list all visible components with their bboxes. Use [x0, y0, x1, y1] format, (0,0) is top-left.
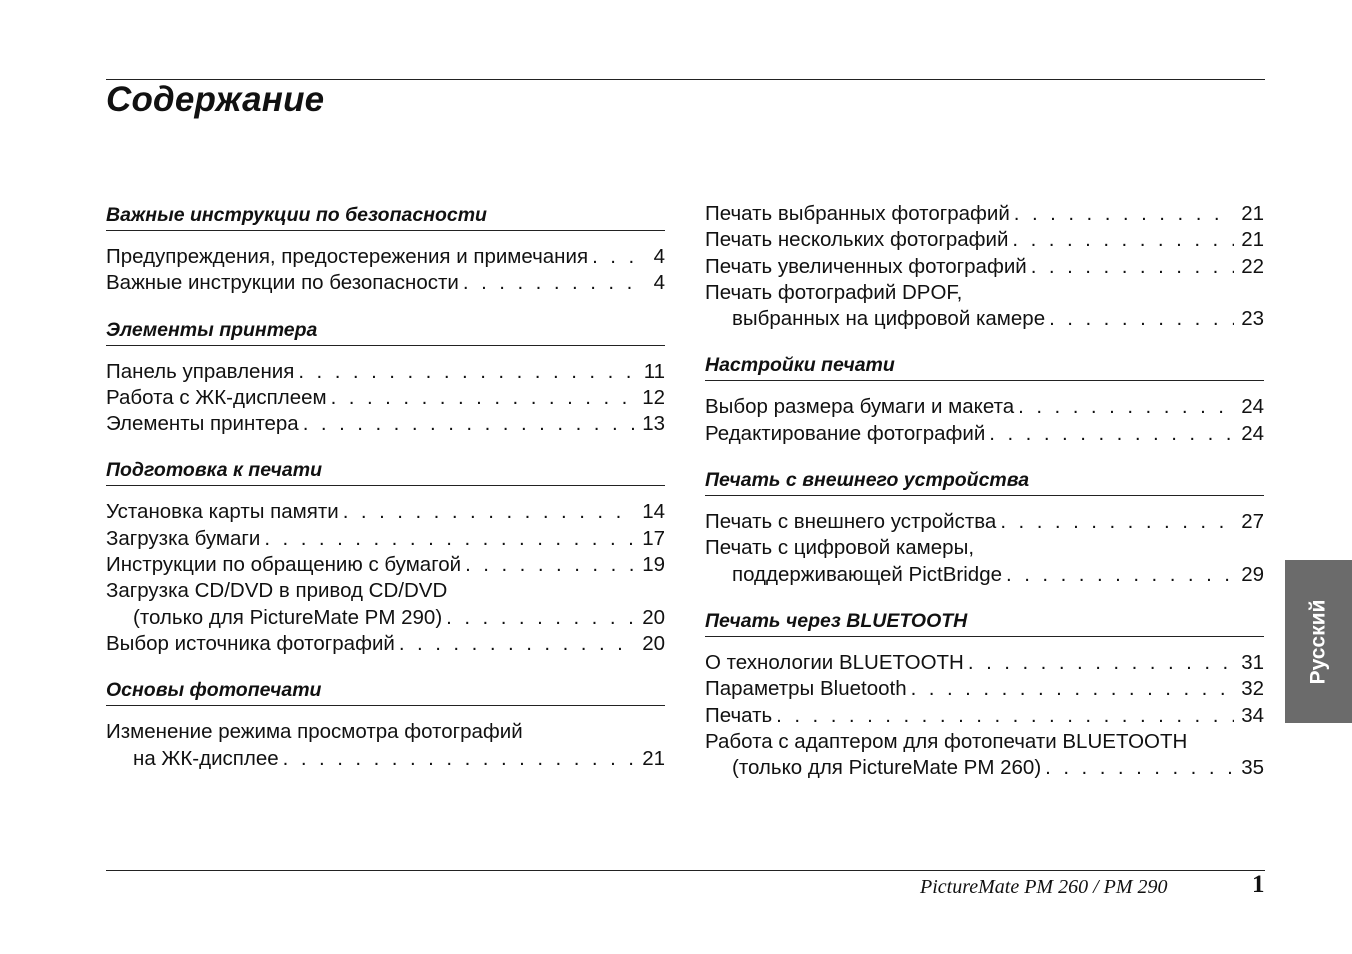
- toc-page-number: 24: [1241, 421, 1264, 445]
- toc-page-number: 21: [1241, 202, 1264, 225]
- dot-leader: [1018, 394, 1234, 420]
- toc-page-number: 13: [642, 412, 665, 436]
- toc-entry[interactable]: [106, 499, 665, 525]
- dot-leader: [399, 631, 635, 657]
- toc-entry-text: Печать увеличенных фотографий: [705, 254, 1027, 278]
- toc-entry[interactable]: [705, 227, 1264, 253]
- toc-entry[interactable]: [106, 359, 665, 385]
- toc-entry-text: Установка карты памяти: [106, 500, 339, 524]
- dot-leader: [331, 385, 635, 411]
- toc-entry[interactable]: [705, 254, 1264, 280]
- dot-leader: [446, 605, 635, 631]
- toc-page-number: 20: [642, 631, 665, 655]
- toc-entry[interactable]: [705, 562, 1264, 588]
- toc-entry[interactable]: [106, 411, 665, 437]
- toc-entry-text: Выбор источника фотографий: [106, 631, 395, 655]
- toc-entry-text: Инструкции по обращению с бумагой: [106, 553, 462, 577]
- dot-leader: [1006, 562, 1234, 588]
- toc-section: [106, 455, 665, 657]
- toc-entry[interactable]: [705, 201, 1264, 227]
- page-title: Содержание: [106, 80, 325, 119]
- toc-entry[interactable]: [106, 746, 665, 772]
- toc-entry-first-line: Печать фотографий DPOF,: [705, 280, 963, 304]
- dot-leader: [1012, 227, 1234, 253]
- dot-leader: [465, 552, 635, 578]
- toc-entry[interactable]: [106, 552, 665, 578]
- toc-right-column: [705, 200, 1264, 799]
- dot-leader: [1031, 254, 1234, 280]
- footer-rule: [106, 870, 1265, 871]
- dot-leader: [1014, 201, 1234, 227]
- toc-entry[interactable]: [106, 526, 665, 552]
- toc-entry[interactable]: [705, 650, 1264, 676]
- toc-page-number: 4: [653, 245, 665, 268]
- section-title: Настройки печати: [705, 350, 1264, 381]
- toc-page-number: 19: [642, 553, 665, 577]
- dot-leader: [989, 421, 1234, 447]
- toc-page-number: 21: [642, 746, 665, 770]
- toc-left-column: [106, 200, 665, 790]
- toc-entry[interactable]: [106, 605, 665, 631]
- language-tab[interactable]: [1285, 560, 1352, 723]
- section-title: Печать с внешнего устройства: [705, 465, 1264, 496]
- toc-entry[interactable]: [106, 631, 665, 657]
- toc-entry[interactable]: [106, 385, 665, 411]
- dot-leader: [463, 270, 635, 296]
- toc-entry-first-line: Изменение режима просмотра фотографий: [106, 720, 523, 744]
- toc-entry-first-line: Работа с адаптером для фотопечати BLUETOOTH: [705, 729, 1188, 753]
- toc-entry-text: Параметры Bluetooth: [705, 677, 907, 701]
- section-title: Основы фотопечати: [106, 675, 665, 706]
- toc-page-number: 35: [1241, 756, 1264, 780]
- toc-entry-text: (только для PictureMate PM 290): [133, 605, 443, 629]
- toc-entry[interactable]: [705, 676, 1264, 702]
- toc-page-number: 22: [1241, 254, 1264, 278]
- section-title: Подготовка к печати: [106, 455, 665, 486]
- section-title: Печать через BLUETOOTH: [705, 606, 1264, 637]
- toc-entry-text: Загрузка бумаги: [106, 526, 261, 550]
- toc-section: [106, 315, 665, 438]
- toc-entry-text: Элементы принтера: [106, 412, 299, 436]
- footer-page-number: 1: [1252, 871, 1265, 898]
- toc-page-number: 11: [643, 359, 665, 383]
- language-tab-label: Русский: [1306, 599, 1330, 684]
- dot-leader: [298, 359, 635, 385]
- toc-entry[interactable]: [705, 755, 1264, 781]
- toc-entry-first-line: Загрузка CD/DVD в привод CD/DVD: [106, 579, 448, 603]
- toc-entry[interactable]: [705, 703, 1264, 729]
- dot-leader: [592, 244, 635, 270]
- toc-entry-text: О технологии BLUETOOTH: [705, 650, 964, 674]
- toc-section: [705, 200, 1264, 332]
- toc-section: [705, 465, 1264, 588]
- toc-entry-text: Печать нескольких фотографий: [705, 228, 1009, 252]
- dot-leader: [911, 676, 1234, 702]
- dot-leader: [776, 703, 1234, 729]
- dot-leader: [264, 526, 635, 552]
- toc-page-number: 23: [1241, 307, 1264, 331]
- dot-leader: [1000, 509, 1234, 535]
- toc-entry-text: (только для PictureMate PM 260): [732, 756, 1042, 780]
- dot-leader: [1049, 306, 1234, 332]
- toc-page-number: 14: [642, 500, 665, 524]
- toc-entry-text: Печать с внешнего устройства: [705, 510, 997, 534]
- toc-entry-text: Выбор размера бумаги и макета: [705, 395, 1015, 419]
- toc-page-number: 34: [1241, 703, 1264, 727]
- toc-page-number: 20: [642, 605, 665, 629]
- toc-entry[interactable]: [705, 394, 1264, 420]
- toc-page-number: 4: [653, 271, 665, 295]
- dot-leader: [343, 499, 635, 525]
- toc-entry-text: Важные инструкции по безопасности: [106, 271, 459, 295]
- toc-page-number: 31: [1241, 650, 1264, 674]
- toc-entry-text: Предупреждения, предостережения и примечания: [106, 245, 589, 268]
- toc-entry[interactable]: [705, 306, 1264, 332]
- dot-leader: [303, 411, 635, 437]
- toc-entry-text: Редактирование фотографий: [705, 421, 986, 445]
- toc-entry[interactable]: [106, 244, 665, 270]
- footer-model: PictureMate PM 260 / PM 290: [920, 876, 1168, 898]
- toc-entry-first-line: Печать с цифровой камеры,: [705, 536, 975, 560]
- toc-page-number: 32: [1241, 677, 1264, 701]
- section-title: Элементы принтера: [106, 315, 665, 346]
- toc-section: [106, 200, 665, 297]
- toc-page-number: 24: [1241, 395, 1264, 419]
- section-title: Важные инструкции по безопасности: [106, 200, 665, 231]
- toc-section: [106, 675, 665, 772]
- toc-page-number: 21: [1241, 228, 1264, 252]
- dot-leader: [1045, 755, 1234, 781]
- dot-leader: [968, 650, 1234, 676]
- toc-entry-text: Печать выбранных фотографий: [705, 202, 1010, 225]
- toc-page-number: 12: [642, 385, 665, 409]
- toc-page-number: 29: [1241, 562, 1264, 586]
- toc-section: [705, 350, 1264, 447]
- toc-entry-text: выбранных на цифровой камере: [732, 307, 1046, 331]
- toc-entry[interactable]: [705, 509, 1264, 535]
- toc-section: [705, 606, 1264, 781]
- toc-page-number: 27: [1241, 510, 1264, 534]
- toc-entry-text: на ЖК-дисплее: [133, 746, 279, 770]
- toc-entry-text: поддерживающей PictBridge: [732, 562, 1002, 586]
- toc-entry-text: Работа с ЖК-дисплеем: [106, 385, 327, 409]
- toc-entry[interactable]: [705, 421, 1264, 447]
- toc-entry-text: Панель управления: [106, 359, 295, 383]
- dot-leader: [283, 746, 635, 772]
- toc-entry-text: Печать: [705, 703, 773, 727]
- toc-page-number: 17: [642, 526, 665, 550]
- toc-entry[interactable]: [106, 270, 665, 296]
